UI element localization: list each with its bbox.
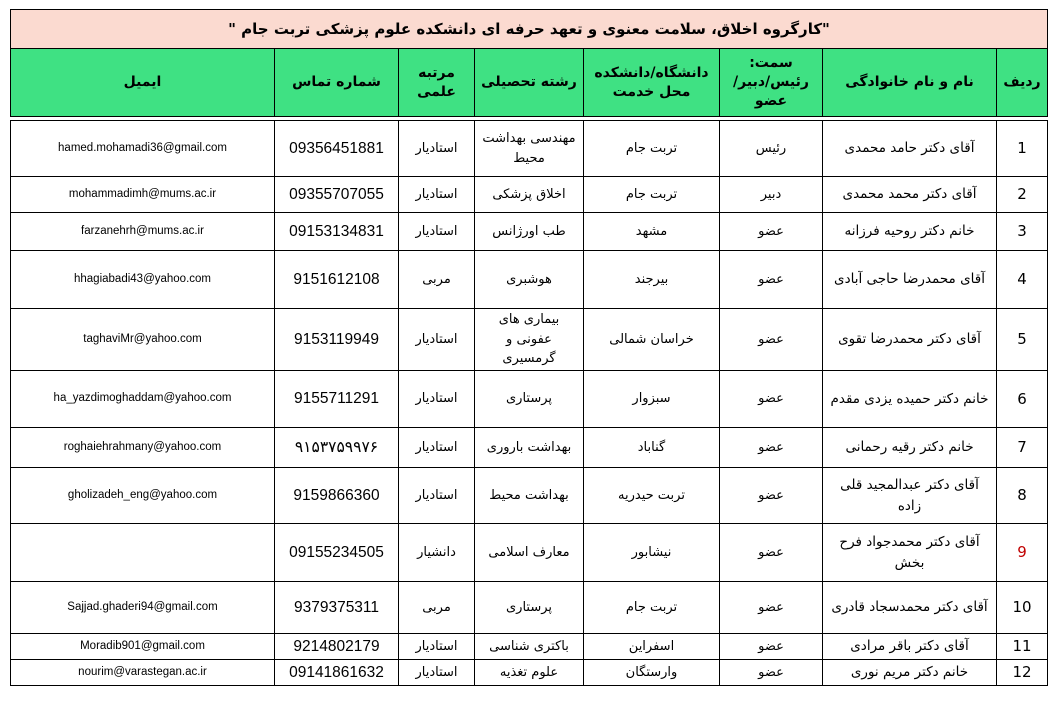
cell-university: خراسان شمالی xyxy=(584,309,720,371)
cell-role: عضو xyxy=(720,660,823,686)
cell-field: بهداشت باروری xyxy=(475,428,584,468)
cell-name: آقای دکتر محمد محمدی xyxy=(823,177,997,213)
cell-rank: استادیار xyxy=(399,660,475,686)
header-row xyxy=(11,49,1048,117)
cell-email[interactable]: nourim@varastegan.ac.ir xyxy=(11,660,275,686)
cell-email xyxy=(11,524,275,582)
cell-role: عضو xyxy=(720,582,823,634)
header-university xyxy=(584,49,720,117)
cell-university: تربت جام xyxy=(584,582,720,634)
cell-university: وارستگان xyxy=(584,660,720,686)
cell-name: آقای دکتر حامد محمدی xyxy=(823,121,997,177)
cell-rank: مربی xyxy=(399,582,475,634)
cell-rank: استادیار xyxy=(399,121,475,177)
table-title: "کارگروه اخلاق، سلامت معنوی و تعهد حرفه ای دانشکده علوم پزشکی تربت جام " xyxy=(11,10,1048,49)
cell-email[interactable]: hhagiabadi43@yahoo.com xyxy=(11,251,275,309)
cell-email[interactable]: gholizadeh_eng@yahoo.com xyxy=(11,468,275,524)
cell-email[interactable]: hamed.mohamadi36@gmail.com xyxy=(11,121,275,177)
cell-field: بیماری های عفونی و گرمسیری xyxy=(475,309,584,371)
table-row xyxy=(11,468,1048,524)
cell-field: اخلاق پزشکی xyxy=(475,177,584,213)
table-row xyxy=(11,371,1048,428)
cell-name: آقای دکتر محمدسجاد قادری xyxy=(823,582,997,634)
table-row xyxy=(11,524,1048,582)
cell-phone: ۹۱۵۳۷۵۹۹۷۶ xyxy=(275,428,399,468)
cell-name: خانم دکتر مریم نوری xyxy=(823,660,997,686)
cell-rank: استادیار xyxy=(399,213,475,251)
header-email: ایمیل xyxy=(11,49,275,117)
cell-phone: 9379375311 xyxy=(275,582,399,634)
cell-email[interactable]: mohammadimh@mums.ac.ir xyxy=(11,177,275,213)
table-row xyxy=(11,177,1048,213)
cell-rank: مربی xyxy=(399,251,475,309)
cell-university: تربت حیدریه xyxy=(584,468,720,524)
table-row xyxy=(11,213,1048,251)
cell-index: 11 xyxy=(997,634,1048,660)
cell-rank: دانشیار xyxy=(399,524,475,582)
cell-index: 3 xyxy=(997,213,1048,251)
cell-email[interactable]: Moradib901@gmail.com xyxy=(11,634,275,660)
cell-name: آقای دکتر محمدرضا تقوی xyxy=(823,309,997,371)
header-name: نام و نام خانوادگی xyxy=(823,49,997,117)
cell-name: خانم دکتر روحیه فرزانه xyxy=(823,213,997,251)
cell-index: 9 xyxy=(997,524,1048,582)
cell-email[interactable]: farzanehrh@mums.ac.ir xyxy=(11,213,275,251)
table-row xyxy=(11,582,1048,634)
table-row xyxy=(11,428,1048,468)
cell-email[interactable]: roghaiehrahmany@yahoo.com xyxy=(11,428,275,468)
header-role-line2: رئیس/دبیر/عضو xyxy=(733,74,809,109)
cell-index: 7 xyxy=(997,428,1048,468)
header-rank-line1: مرتبه xyxy=(418,64,455,81)
cell-phone: 09356451881 xyxy=(275,121,399,177)
cell-index: 1 xyxy=(997,121,1048,177)
cell-rank: استادیار xyxy=(399,634,475,660)
cell-role: عضو xyxy=(720,634,823,660)
cell-field: باکتری شناسی xyxy=(475,634,584,660)
table-row xyxy=(11,634,1048,660)
header-role-line1: سمت: xyxy=(749,55,793,72)
cell-field: معارف اسلامی xyxy=(475,524,584,582)
header-university-line2: محل خدمت xyxy=(612,83,691,100)
cell-role: عضو xyxy=(720,524,823,582)
cell-university: مشهد xyxy=(584,213,720,251)
cell-field: پرستاری xyxy=(475,371,584,428)
cell-name: آقای دکتر محمدجواد فرح بخش xyxy=(823,524,997,582)
cell-rank: استادیار xyxy=(399,468,475,524)
cell-email[interactable]: taghaviMr@yahoo.com xyxy=(11,309,275,371)
table-row xyxy=(11,309,1048,371)
cell-phone: 09141861632 xyxy=(275,660,399,686)
cell-email[interactable]: ha_yazdimoghaddam@yahoo.com xyxy=(11,371,275,428)
cell-index: 8 xyxy=(997,468,1048,524)
cell-university: تربت جام xyxy=(584,121,720,177)
cell-role: عضو xyxy=(720,428,823,468)
cell-field: پرستاری xyxy=(475,582,584,634)
members-table xyxy=(10,9,1048,686)
cell-phone: 9155711291 xyxy=(275,371,399,428)
cell-phone: 9151612108 xyxy=(275,251,399,309)
header-phone: شماره تماس xyxy=(275,49,399,117)
cell-rank: استادیار xyxy=(399,371,475,428)
cell-university: بیرجند xyxy=(584,251,720,309)
cell-email[interactable]: Sajjad.ghaderi94@gmail.com xyxy=(11,582,275,634)
cell-phone: 09355707055 xyxy=(275,177,399,213)
cell-index: 10 xyxy=(997,582,1048,634)
table-row xyxy=(11,251,1048,309)
cell-name: آقای دکتر عبدالمجید قلی زاده xyxy=(823,468,997,524)
cell-phone: 09155234505 xyxy=(275,524,399,582)
table-row xyxy=(11,121,1048,177)
cell-field: مهندسی بهداشت محیط xyxy=(475,121,584,177)
cell-role: عضو xyxy=(720,251,823,309)
cell-role: عضو xyxy=(720,468,823,524)
cell-phone: 09153134831 xyxy=(275,213,399,251)
cell-phone: 9159866360 xyxy=(275,468,399,524)
cell-field: بهداشت محیط xyxy=(475,468,584,524)
title-row xyxy=(11,10,1048,49)
cell-role: عضو xyxy=(720,213,823,251)
header-field: رشته تحصیلی xyxy=(475,49,584,117)
cell-rank: استادیار xyxy=(399,428,475,468)
header-rank xyxy=(399,49,475,117)
cell-role: دبیر xyxy=(720,177,823,213)
cell-field: هوشبری xyxy=(475,251,584,309)
cell-phone: 9214802179 xyxy=(275,634,399,660)
cell-role: رئیس xyxy=(720,121,823,177)
header-index: ردیف xyxy=(997,49,1048,117)
cell-role: عضو xyxy=(720,371,823,428)
cell-rank: استادیار xyxy=(399,309,475,371)
cell-name: خانم دکتر حمیده یزدی مقدم xyxy=(823,371,997,428)
cell-university: سبزوار xyxy=(584,371,720,428)
table-row xyxy=(11,660,1048,686)
cell-index: 6 xyxy=(997,371,1048,428)
committee-sheet xyxy=(10,9,1047,686)
cell-index: 2 xyxy=(997,177,1048,213)
cell-university: گناباد xyxy=(584,428,720,468)
cell-role: عضو xyxy=(720,309,823,371)
cell-rank: استادیار xyxy=(399,177,475,213)
cell-name: آقای دکتر باقر مرادی xyxy=(823,634,997,660)
cell-university: اسفراین xyxy=(584,634,720,660)
cell-index: 5 xyxy=(997,309,1048,371)
cell-index: 4 xyxy=(997,251,1048,309)
cell-phone: 9153119949 xyxy=(275,309,399,371)
header-university-line1: دانشگاه/دانشکده xyxy=(594,64,709,81)
cell-field: علوم تغذیه xyxy=(475,660,584,686)
cell-university: تربت جام xyxy=(584,177,720,213)
cell-field: طب اورژانس xyxy=(475,213,584,251)
cell-name: خانم دکتر رقیه رحمانی xyxy=(823,428,997,468)
header-role xyxy=(720,49,823,117)
cell-university: نیشابور xyxy=(584,524,720,582)
cell-name: آقای محمدرضا حاجی آبادی xyxy=(823,251,997,309)
cell-index: 12 xyxy=(997,660,1048,686)
header-rank-line2: علمی xyxy=(417,83,456,100)
